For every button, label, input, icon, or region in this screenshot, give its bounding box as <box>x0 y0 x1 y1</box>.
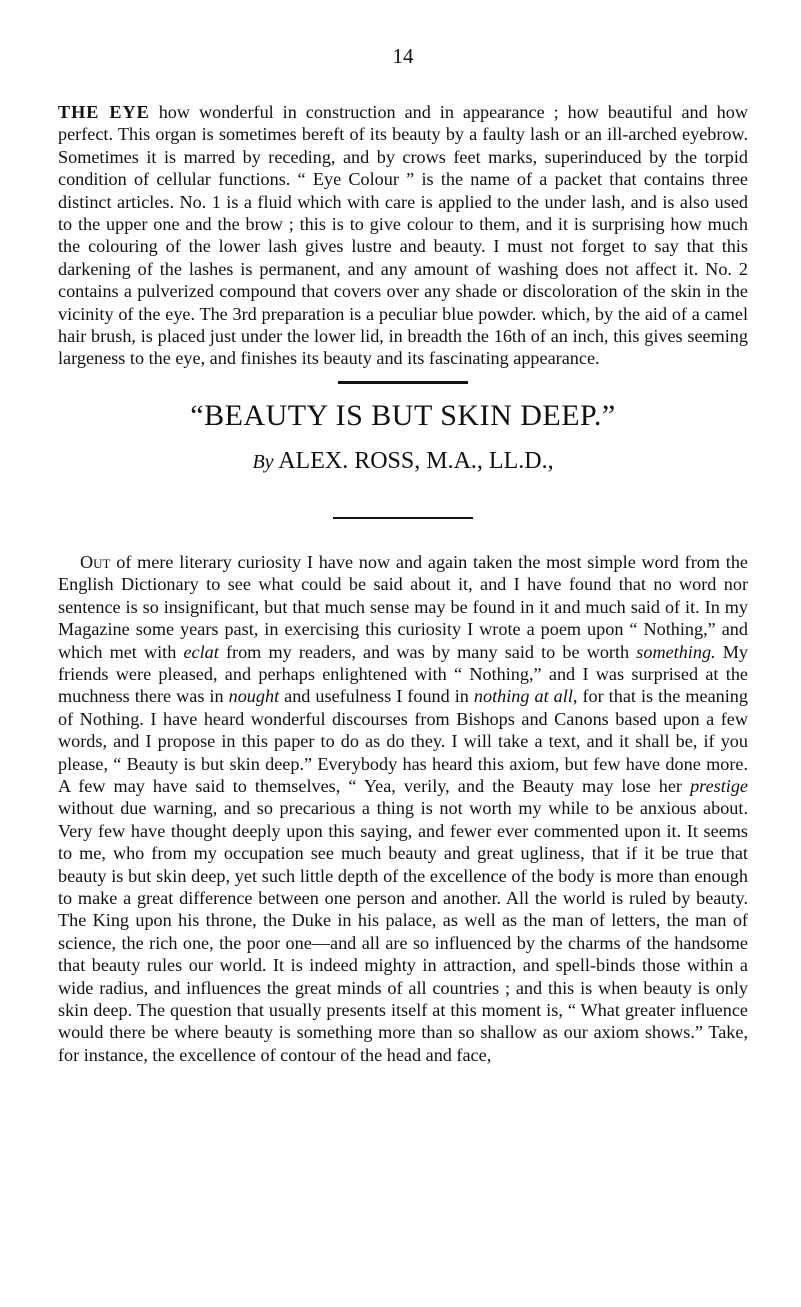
article-byline <box>58 446 748 477</box>
author-name: ALEX. ROSS, M.A., LL.D., <box>278 447 554 474</box>
body-text-1: of mere literary curiosity I have now and again taken the most simple word from the English Dictionary to see what could be said about it, and I have found that no word nor sentence is so insignificant, but that much sense may be found in it and much said of it. In my Magazine some years past, in exercising this curiosity I wrote a poem upon “ Nothing,” and which met with <box>58 551 748 662</box>
italic-eclat: eclat <box>183 641 219 662</box>
body-text-3: My friends were pleased, and perhaps enlightened with “ Nothing,” and I was surprised at the muchness there was in <box>58 641 749 707</box>
article-title: “BEAUTY IS BUT SKIN DEEP.” <box>190 398 616 432</box>
body-text-5: for that is the meaning of Nothing. I have heard wonderful discourses from Bishops and Canons based upon a few words, and I propose in this paper to do as do they. I will take a text, and it shall be, if you please, “ Beauty is but skin deep.” Everybody has heard this axiom, but few have done more. A few may have said to themselves, “ Yea, verily, and the Beauty may lose her <box>58 686 748 796</box>
italic-prestige: prestige <box>690 775 748 796</box>
italic-something: something. <box>636 641 716 662</box>
italic-nothing-at-all: nothing at all, <box>473 686 578 707</box>
section-lead: THE EYE <box>58 102 150 122</box>
eye-colour-text: how wonderful in construction and in appearance ; how beautiful and how perfect. This organ is sometimes bereft of its beauty by a faulty lash or an ill-arched eyebrow. Sometimes it is marred by receding, and by crows feet marks, superinduced by the torpid condition of cellular functions. “ Eye Colour ” is the name of a packet that contains three distinct articles. No. 1 is a fluid which with care is applied to the under lash, and is also used to the upper one and the brow ; this is to give colour to them, and it is surprising how much the colouring of the lower lash gives lustre and beauty. I must not forget to say that this darkening of the lashes is permanent, and any amount of washing does not affect it. No. 2 contains a pulverized compound that covers over any shade or discoloration of the skin in the vicinity of the eye. The 3rd preparation is a peculiar blue powder. which, by the aid of a camel hair brush, is placed just under the lower lid, in breadth the 16th of an inch, this gives seeming largeness to the eye, and finishes its beauty and its fascinating appearance. <box>58 102 748 369</box>
section-divider <box>338 381 468 384</box>
article-body-paragraph <box>58 551 748 1066</box>
eye-colour-paragraph <box>58 101 748 370</box>
opening-word: Out <box>80 551 111 572</box>
italic-nought: nought <box>228 686 280 707</box>
body-text-4: and usefulness I found in <box>279 686 474 707</box>
title-divider <box>333 517 473 519</box>
body-text-6: without due warning, and so precarious a thing is not worth my while to be anxious about. Very few have thought deeply upon this saying, and fewer ever commented upon it. It seems to me, who from my occupation see much beauty and great ugliness, that if it be true that beauty is but skin deep, yet such little depth of the excellence of the body is more than enough to make a great difference between one person and another. All the world is ruled by beauty. The King upon his throne, the Duke in his palace, as well as the man of letters, the man of science, the rich one, the poor one—and all are so influenced by the charms of the handsome that beauty rules our world. It is indeed mighty in attraction, and spell-binds those within a wide radius, and influences the great minds of all countries ; and this is when beauty is only skin deep. The question that usually presents itself at this moment is, “ What greater influence would there be where beauty is something more than so shallow as our axiom shows.” Take, for instance, the excellence of contour of the head and face, <box>58 798 748 1065</box>
byline-prefix: By <box>252 450 274 473</box>
body-text-2: from my readers, and was by many said to be worth <box>218 641 637 662</box>
page-number: 14 <box>392 44 414 68</box>
page <box>58 44 748 1066</box>
